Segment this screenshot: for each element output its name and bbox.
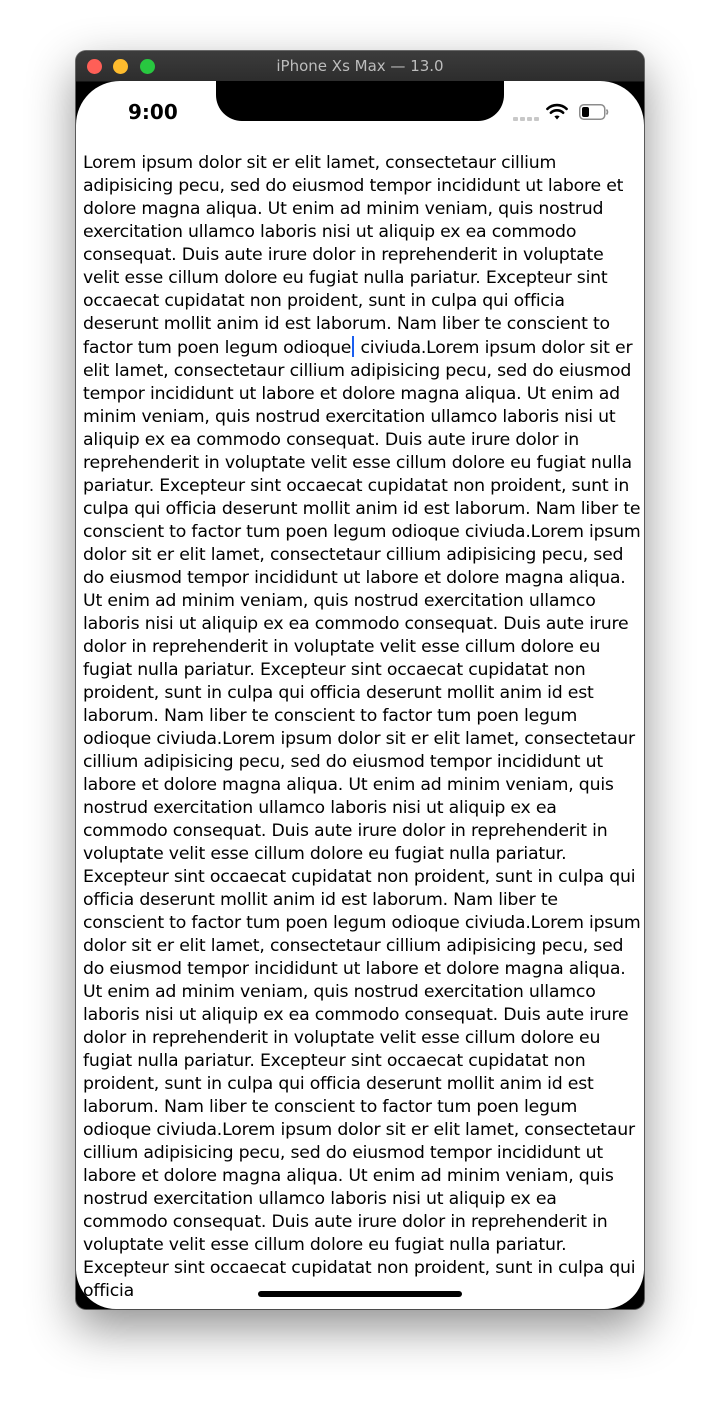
wifi-icon: [546, 103, 568, 121]
status-time: 9:00: [128, 100, 178, 124]
text-before-cursor: Lorem ipsum dolor sit er elit lamet, consectetaur cillium adipisicing pecu, sed do eiusmod tempor incididunt ut labore et dolore magna aliqua. Ut enim ad minim veniam, quis nostrud exercitation ullamco laboris nisi ut aliquip ex ea commodo consequat. Duis aute irure dolor in reprehenderit in voluptate velit esse cillum dolore eu fugiat nulla pariatur. Excepteur sint occaecat cupidatat non proident, sunt in culpa qui officia deserunt mollit anim id est laborum. Nam liber te conscient to factor tum poen legum odioque: [83, 153, 624, 358]
cellular-signal-icon: [513, 115, 541, 121]
text-after-cursor: civiuda.Lorem ipsum dolor sit er elit lamet, consectetaur cillium adipisicing pecu, sed do eiusmod tempor incididunt ut labore et dolore magna aliqua. Ut enim ad minim veniam, quis nostrud exercitation ullamco laboris nisi ut aliquip ex ea commodo consequat. Duis aute irure dolor in reprehenderit in voluptate velit esse cillum dolore eu fugiat nulla pariatur. Excepteur sint occaecat cupidatat non proident, sunt in culpa qui officia deserunt mollit anim id est laborum. Nam liber te conscient to factor tum poen legum odioque civiuda.Lorem ipsum dolor sit er elit lamet, consectetaur cillium adipisicing pecu, sed do eiusmod tempor incididunt ut labore et dolore magna aliqua. Ut enim ad minim veniam, quis nostrud exercitation ullamco laboris nisi ut aliquip ex ea commodo consequat. Duis aute irure dolor in reprehenderit in voluptate velit esse cillum dolore eu fugiat nulla pariatur. Excepteur sint occaecat cupidatat non proident, sunt in culpa qui officia deserunt mollit anim id est laborum. Nam liber te conscient to factor tum poen legum odioque civiuda.Lorem ipsum dolor sit er elit lamet, consectetaur cillium adipisicing pecu, sed do eiusmod tempor incididunt ut labore et dolore magna aliqua. Ut enim ad minim veniam, quis nostrud exercitation ullamco laboris nisi ut aliquip ex ea commodo consequat. Duis aute irure dolor in reprehenderit in voluptate velit esse cillum dolore eu fugiat nulla pariatur. Excepteur sint occaecat cupidatat non proident, sunt in culpa qui officia deserunt mollit anim id est laborum. Nam liber te conscient to factor tum poen legum odioque civiuda.Lorem ipsum dolor sit er elit lamet, consectetaur cillium adipisicing pecu, sed do eiusmod tempor incididunt ut labore et dolore magna aliqua. Ut enim ad minim veniam, quis nostrud exercitation ullamco laboris nisi ut aliquip ex ea commodo consequat. Duis aute irure dolor in reprehenderit in voluptate velit esse cillum dolore eu fugiat nulla pariatur. Excepteur sint occaecat cupidatat non proident, sunt in culpa qui officia deserunt mollit anim id est laborum. Nam liber te conscient to factor tum poen legum odioque civiuda.Lorem ipsum dolor sit er elit lamet, consectetaur cillium adipisicing pecu, sed do eiusmod tempor incididunt ut labore et dolore magna aliqua. Ut enim ad minim veniam, quis nostrud exercitation ullamco laboris nisi ut aliquip ex ea commodo consequat. Duis aute irure dolor in reprehenderit in voluptate velit esse cillum dolore eu fugiat nulla pariatur. Excepteur sint occaecat cupidatat non proident, sunt in culpa qui officia: [83, 338, 641, 1301]
battery-icon: [579, 104, 609, 120]
text-cursor: [352, 336, 354, 357]
simulator-window: [76, 51, 644, 1309]
home-indicator[interactable]: [258, 1291, 462, 1297]
text-view[interactable]: [83, 152, 643, 1303]
window-title: iPhone Xs Max — 13.0: [276, 57, 444, 75]
device-screen: [76, 81, 644, 1309]
device-notch: [216, 81, 504, 121]
window-titlebar[interactable]: [76, 51, 644, 82]
